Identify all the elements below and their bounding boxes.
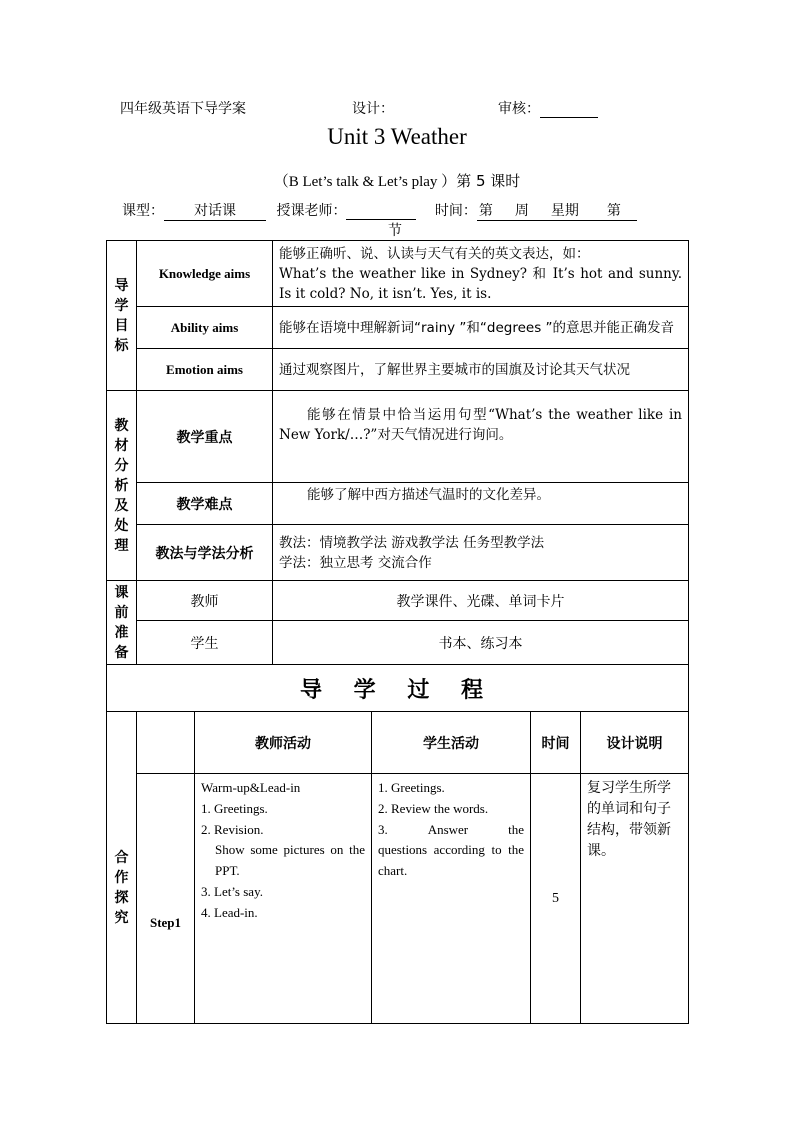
teacher-activity-cell — [195, 774, 372, 1024]
method-text-2: 学法：独立思考 交流合作 — [279, 554, 432, 571]
student-line-2a: 3. — [378, 821, 388, 837]
key-label: 教学重点 — [137, 391, 273, 483]
process-title-row — [107, 665, 689, 712]
emotion-text: 通过观察图片，了解世界主要城市的国旗及讨论其天气状况 — [273, 349, 689, 391]
review-field — [498, 98, 598, 118]
student-line-1: 2. Review the words. — [378, 800, 489, 816]
teacher-line-3: Show some pictures on the PPT. — [215, 842, 365, 879]
process-label: 合作探究 — [114, 849, 129, 926]
section-prefix: 第 — [606, 203, 621, 219]
subtitle-lesson: 第 5 课时 — [456, 172, 521, 190]
step1-label: Step1 — [137, 774, 195, 1024]
process-title: 导 学 过 程 — [107, 665, 689, 712]
ability-text: 能够在语境中理解新词“rainy ”和“degrees ”的意思并能正确发音 — [273, 307, 689, 349]
prep-teacher-row — [107, 581, 689, 621]
method-text-1: 教法：情境教学法 游戏教学法 任务型教学法 — [279, 534, 545, 551]
week-prefix: 第 — [478, 203, 493, 219]
design-text: 复习学生所学的单词和句子结构，带领新课。 — [581, 774, 689, 1024]
emotion-row — [107, 349, 689, 391]
time-value — [477, 200, 637, 221]
key-row — [107, 391, 689, 483]
difficulty-label: 教学难点 — [137, 483, 273, 525]
type-value: 对话课 — [164, 200, 266, 221]
subtitle — [0, 170, 794, 191]
teacher-label: 授课老师： — [276, 203, 347, 219]
prep-student-row — [107, 621, 689, 665]
goals-section-label — [107, 241, 137, 391]
teacher-line-2: 2. Revision. — [201, 821, 264, 837]
design-header: 设计说明 — [581, 712, 689, 774]
teacher-activity-header: 教师活动 — [195, 712, 372, 774]
page-title: Unit 3 Weather — [327, 124, 467, 149]
teacher-line-4: 3. Let’s say. — [201, 883, 263, 899]
student-line-0: 1. Greetings. — [378, 780, 445, 795]
method-row — [107, 525, 689, 581]
step-header-cell — [137, 712, 195, 774]
prep-label: 课前准备 — [114, 584, 129, 661]
student-line-2b: Answer — [427, 821, 469, 837]
knowledge-row — [107, 241, 689, 307]
student-line-3: questions according to the chart. — [378, 842, 524, 879]
prep-teacher-label: 教师 — [137, 581, 273, 621]
weekday-label: 星期 — [550, 203, 579, 219]
process-header-row — [107, 712, 689, 774]
prep-section-label — [107, 581, 137, 665]
ability-label: Ability aims — [137, 307, 273, 349]
type-label: 课型： — [122, 203, 164, 219]
student-activity-cell — [372, 774, 531, 1024]
design-label: 设计： — [352, 101, 394, 117]
prep-student-text: 书本、练习本 — [273, 621, 689, 665]
review-blank — [540, 103, 598, 118]
knowledge-cell — [273, 241, 689, 307]
analysis-label: 教材分析及处理 — [114, 417, 129, 554]
knowledge-text-1: 能够正确听、说、认读与天气有关的英文表达，如： — [279, 245, 590, 262]
analysis-section-label — [107, 391, 137, 581]
difficulty-row — [107, 483, 689, 525]
time-header: 时间 — [531, 712, 581, 774]
teacher-blank — [346, 203, 416, 220]
lesson-info — [122, 200, 637, 221]
student-activity-header: 学生活动 — [372, 712, 531, 774]
teacher-line-1: 1. Greetings. — [201, 800, 268, 816]
student-line-2c: the — [508, 821, 524, 837]
emotion-label: Emotion aims — [137, 349, 273, 391]
method-cell — [273, 525, 689, 581]
review-label: 审核： — [498, 101, 540, 117]
section-unit: 节 — [388, 220, 402, 241]
prep-student-label: 学生 — [137, 621, 273, 665]
teacher-line-0: Warm-up&Lead-in — [201, 780, 301, 795]
step1-row — [107, 774, 689, 1024]
method-label: 教法与学法分析 — [137, 525, 273, 581]
ability-row — [107, 307, 689, 349]
student-line-2 — [378, 820, 524, 841]
difficulty-text: 能够了解中西方描述气温时的文化差异。 — [273, 483, 689, 525]
subtitle-part: （B Let’s talk & Let’s play ） — [273, 174, 457, 190]
key-text: 能够在情景中恰当运用句型“What’s the weather like in New York/…?”对天气情况进行询问。 — [273, 391, 689, 483]
grade-label: 四年级英语下导学案 — [120, 101, 246, 117]
teacher-line-5: 4. Lead-in. — [201, 904, 258, 920]
process-table — [106, 711, 689, 1024]
plan-table — [106, 240, 689, 712]
knowledge-text-2: What’s the weather like in Sydney? 和 It’s hot and sunny. Is it cold? No, it isn’t. Yes, it is. — [279, 265, 682, 302]
prep-teacher-text: 教学课件、光碟、单词卡片 — [273, 581, 689, 621]
time-label: 时间： — [434, 203, 477, 219]
time-value: 5 — [531, 774, 581, 1024]
goals-label: 导学目标 — [114, 277, 129, 354]
week-unit: 周 — [514, 203, 529, 219]
process-section-label — [107, 712, 137, 1024]
knowledge-label: Knowledge aims — [137, 241, 273, 307]
